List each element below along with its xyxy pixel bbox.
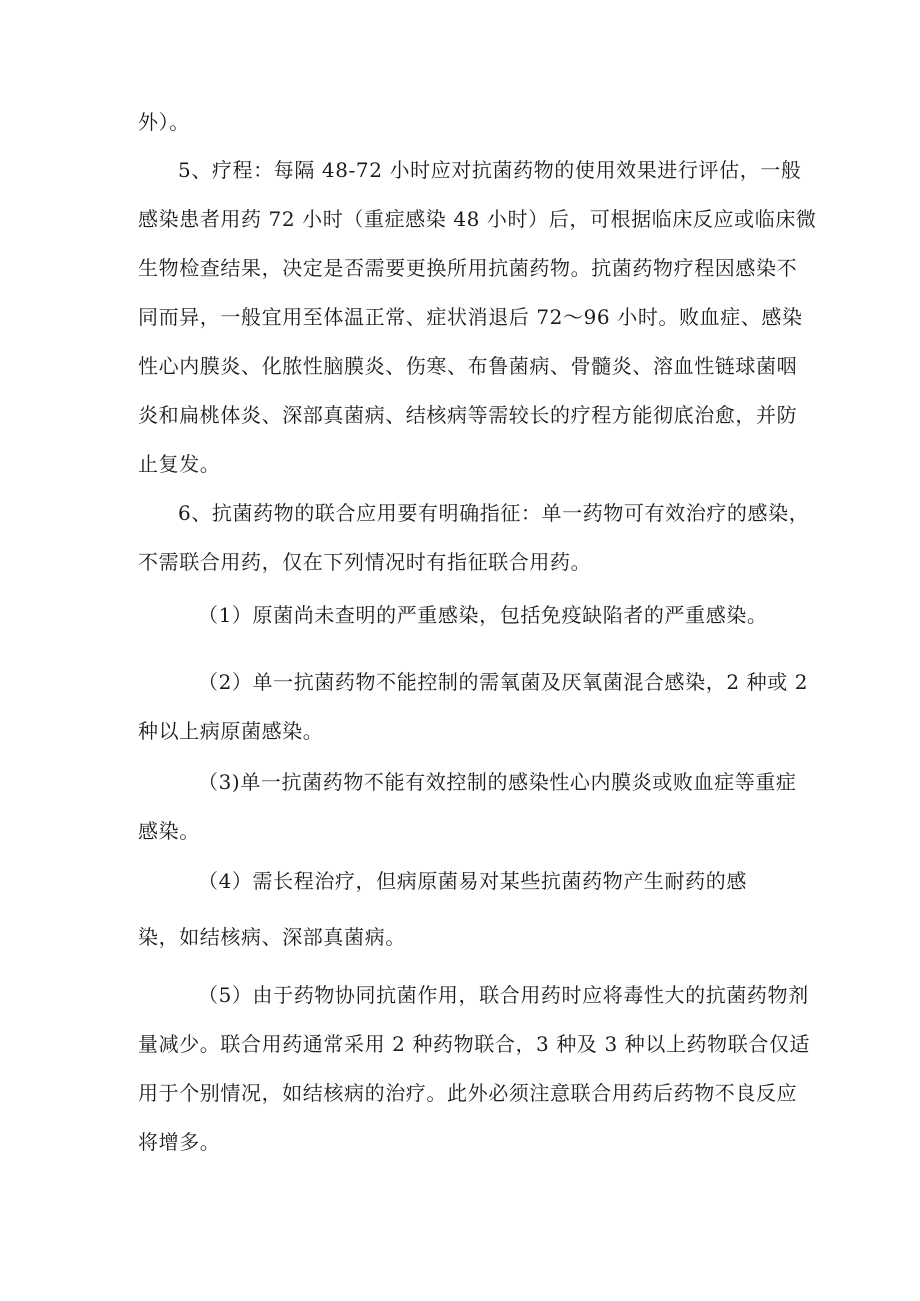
paragraph-6-heading-line: 6、抗菌药物的联合应用要有明确指征：单一药物可有效治疗的感染， (178, 501, 810, 525)
list-item-4: （4）需长程治疗，但病原菌易对某些抗菌药物产生耐药的感 (198, 869, 747, 893)
text-line: 同而异，一般宜用至体温正常、症状消退后 72～96 小时。败血症、感染 (138, 305, 803, 329)
text-line: 感染患者用药 72 小时（重症感染 48 小时）后，可根据临床反应或临床微 (138, 207, 817, 231)
text-line: 炎和扁桃体炎、深部真菌病、结核病等需较长的疗程方能彻底治愈，并防 (138, 403, 798, 427)
text-line: 感染。 (138, 819, 200, 843)
list-item-5: （5）由于药物协同抗菌作用，联合用药时应将毒性大的抗菌药物剂 (198, 983, 809, 1007)
text-line: 用于个别情况，如结核病的治疗。此外必须注意联合用药后药物不良反应 (138, 1081, 798, 1105)
text-line: 性心内膜炎、化脓性脑膜炎、伤寒、布鲁菌病、骨髓炎、溶血性链球菌咽 (138, 354, 798, 378)
text-line: 外）。 (138, 110, 190, 134)
list-item-1: （1）原菌尚未查明的严重感染，包括免疫缺陷者的严重感染。 (198, 603, 768, 627)
paragraph-5-heading-line: 5、疗程：每隔 48-72 小时应对抗菌药物的使用效果进行评估，一般 (178, 158, 802, 182)
text-line: 生物检查结果，决定是否需要更换所用抗菌药物。抗菌药物疗程因感染不 (138, 256, 798, 280)
text-line: 量减少。联合用药通常采用 2 种药物联合，3 种及 3 种以上药物联合仅适 (138, 1032, 811, 1056)
text-line: 染，如结核病、深部真菌病。 (138, 925, 406, 949)
text-line: 不需联合用药，仅在下列情况时有指征联合用药。 (138, 550, 592, 574)
text-line: 止复发。 (138, 452, 221, 476)
list-item-2: （2）单一抗菌药物不能控制的需氧菌及厌氧菌混合感染，2 种或 2 (198, 670, 809, 694)
list-item-3: （3)单一抗菌药物不能有效控制的感染性心内膜炎或败血症等重症 (198, 770, 797, 794)
text-line: 将增多。 (138, 1130, 221, 1154)
text-line: 种以上病原菌感染。 (138, 719, 324, 743)
